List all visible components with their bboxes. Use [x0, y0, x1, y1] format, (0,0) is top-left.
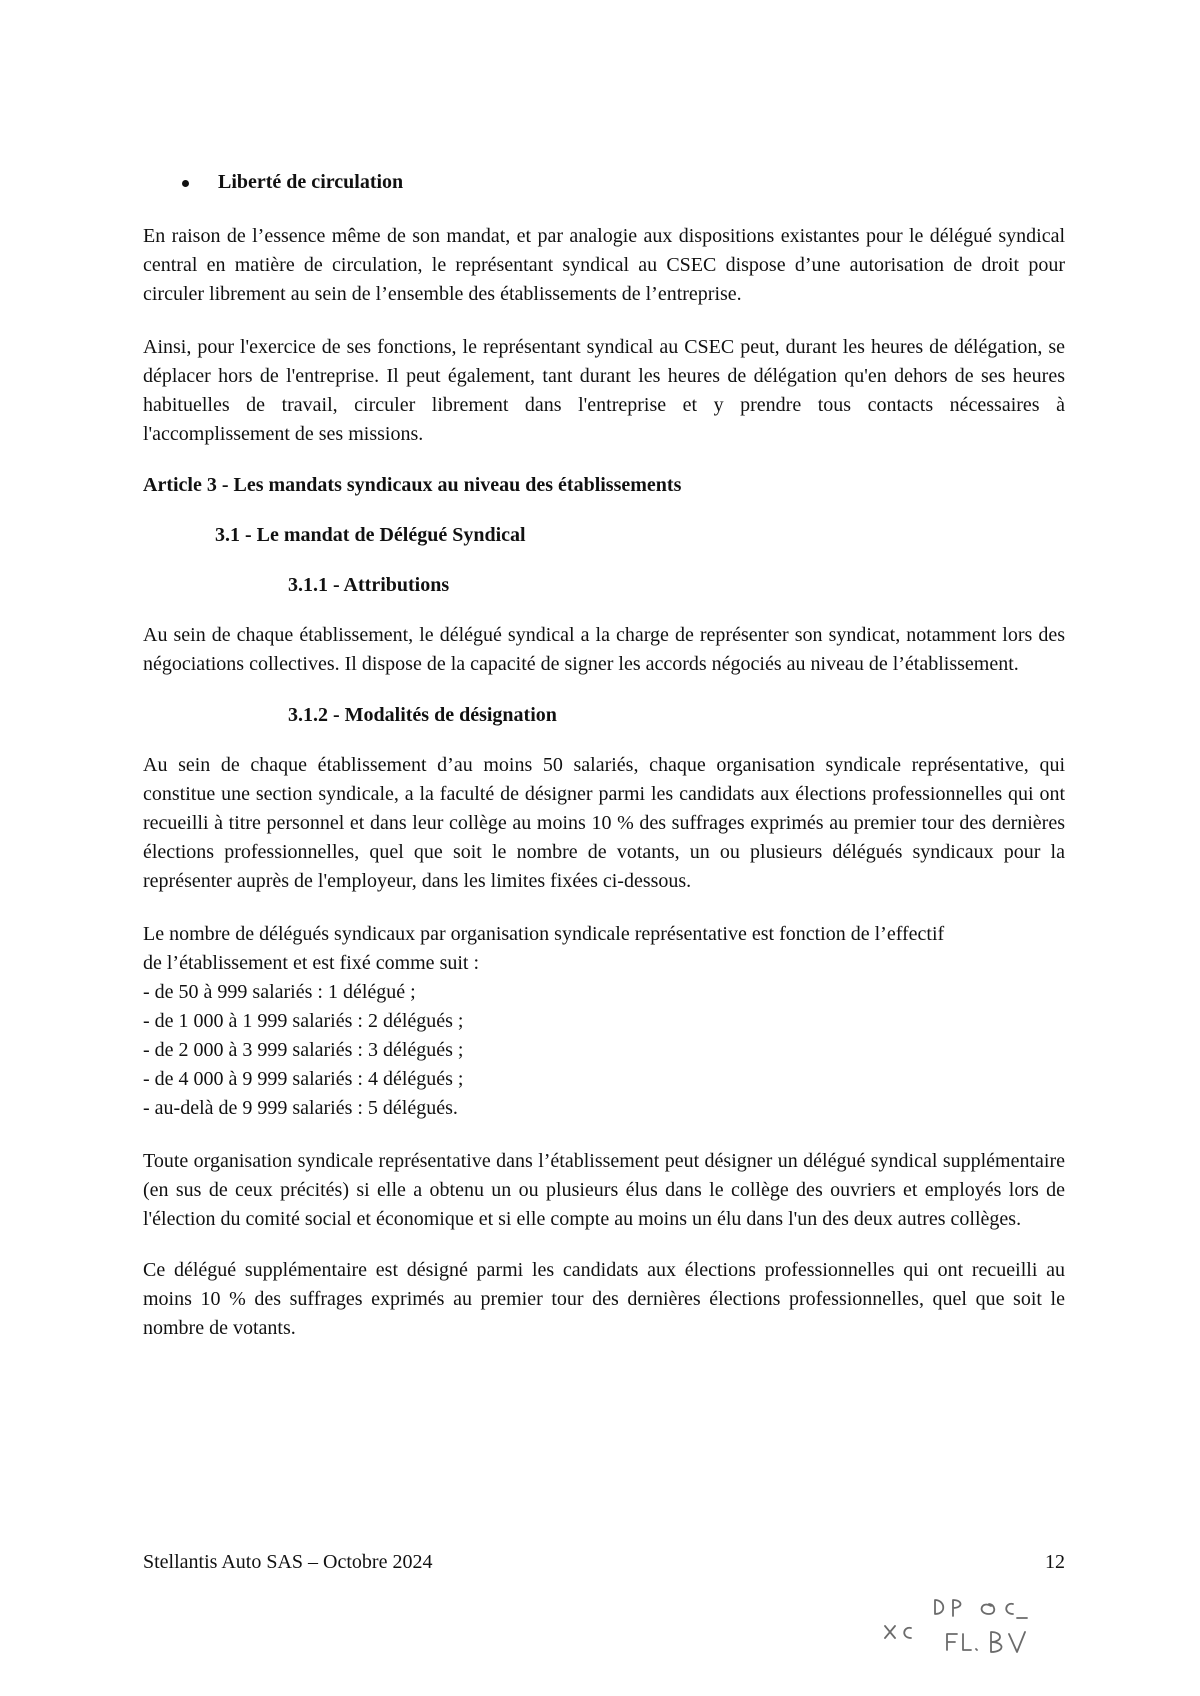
count-intro-line-1: Le nombre de délégués syndicaux par organisation syndicale représentative est fonction de l’effectif: [143, 923, 945, 945]
list-item: - de 2 000 à 3 999 salariés : 3 délégués ;: [143, 1039, 464, 1061]
list-item: - au-delà de 9 999 salariés : 5 délégués.: [143, 1097, 458, 1119]
section-3-1-2-heading: 3.1.2 - Modalités de désignation: [288, 704, 557, 726]
footer-company-date: Stellantis Auto SAS – Octobre 2024: [143, 1551, 433, 1573]
bullet-heading-liberte-circulation: [143, 168, 1065, 197]
list-item: - de 50 à 999 salariés : 1 délégué ;: [143, 981, 416, 1003]
paragraph-essence-mandat: En raison de l’essence même de son mandat, et par analogie aux dispositions existantes pour le délégué syndical central en matière de circulation, le représentant syndical au CSEC dispose d’une autorisation de droit pour circuler librement au sein de l’ensemble des établissements de l’entreprise.: [143, 225, 1065, 305]
page-number: 12: [1045, 1551, 1065, 1573]
list-item: - de 1 000 à 1 999 salariés : 2 délégués ;: [143, 1010, 464, 1032]
handwritten-initials-signature: [875, 1588, 1055, 1658]
bullet-heading-text: Liberté de circulation: [218, 171, 404, 193]
count-intro-line-2: de l’établissement et est fixé comme suit :: [143, 952, 480, 974]
section-3-1-1-heading: 3.1.1 - Attributions: [288, 574, 450, 596]
section-3-1-heading: 3.1 - Le mandat de Délégué Syndical: [215, 524, 526, 546]
list-item: - de 4 000 à 9 999 salariés : 4 délégués ;: [143, 1068, 464, 1090]
page-content: [143, 168, 1065, 1343]
paragraph-designation: Au sein de chaque établissement d’au moins 50 salariés, chaque organisation syndicale représentative, qui constitue une section syndicale, a la faculté de désigner parmi les candidats aux élections professionnelles qui ont recueilli à titre personnel et dans leur collège au moins 10 % des suffrages exprimés au premier tour des dernières élections professionnelles, quel que soit le nombre de votants, un ou plusieurs délégués syndicaux pour la représenter auprès de l'employeur, dans les limites fixées ci-dessous.: [143, 754, 1065, 892]
delegate-count-block: [143, 920, 1065, 1123]
paragraph-delegue-supplementaire: Toute organisation syndicale représentative dans l’établissement peut désigner un délégué syndical supplémentaire (en sus de ceux précités) si elle a obtenu un ou plusieurs élus dans le collège des ouvriers et employés lors de l'élection du comité social et économique et si elle compte au moins un élu dans l'un des deux autres collèges.: [143, 1150, 1065, 1230]
paragraph-designation-supplementaire: Ce délégué supplémentaire est désigné parmi les candidats aux élections professionnelles qui ont recueilli au moins 10 % des suffrages exprimés au premier tour des dernières élections professionnelles, quel que soit le nombre de votants.: [143, 1259, 1065, 1339]
paragraph-attributions: Au sein de chaque établissement, le délégué syndical a la charge de représenter son syndicat, notamment lors des négociations collectives. Il dispose de la capacité de signer les accords négociés au niveau de l’établissement.: [143, 624, 1065, 675]
paragraph-exercice-fonctions: Ainsi, pour l'exercice de ses fonctions, le représentant syndical au CSEC peut, durant les heures de délégation, se déplacer hors de l'entreprise. Il peut également, tant durant les heures de délégation qu'en dehors de ses heures habituelles de travail, circuler librement dans l'entreprise et y prendre tous contacts nécessaires à l'accomplissement de ses missions.: [143, 336, 1065, 445]
article-3-heading: Article 3 - Les mandats syndicaux au niveau des établissements: [143, 474, 682, 496]
bullet-dot-icon: [182, 180, 189, 187]
